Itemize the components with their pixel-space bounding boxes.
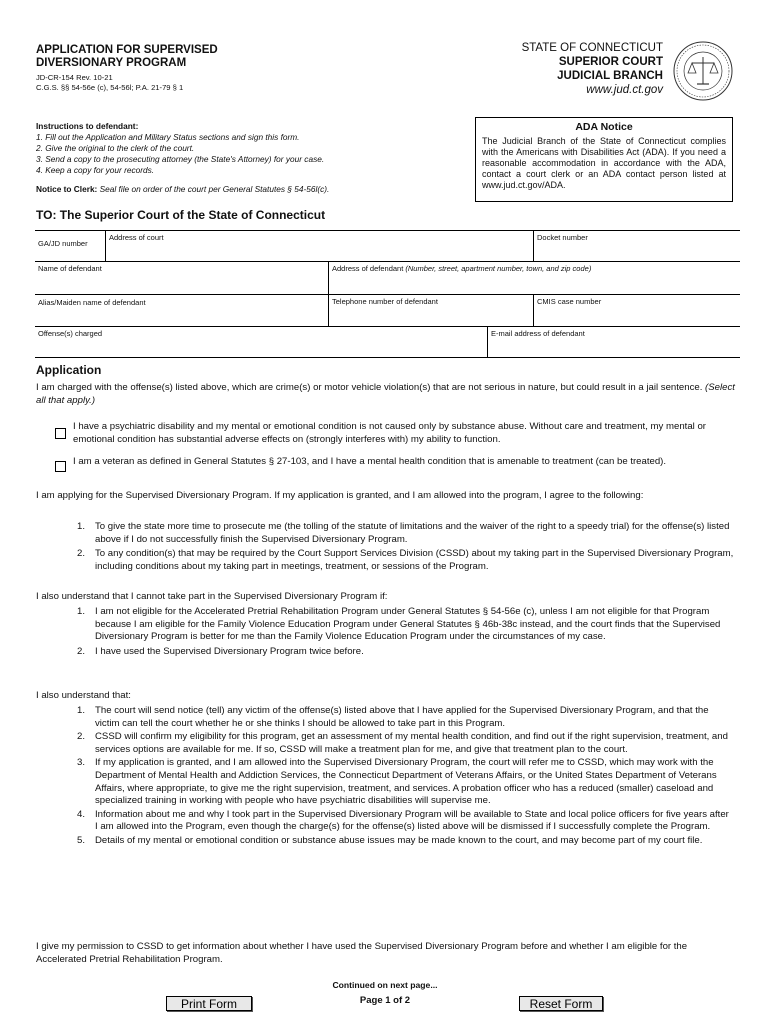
court-name: SUPERIOR COURT [558,56,663,68]
cannot-intro: I also understand that I cannot take part in the Supervised Diversionary Program if: [36,591,388,602]
instructions-heading: Instructions to defendant: [36,121,139,131]
print-form-button[interactable]: Print Form [166,996,252,1011]
defendant-address-label: Address of defendant [332,264,404,273]
defendant-info-grid [35,230,740,358]
form-title [36,44,218,70]
cannot-list [77,606,734,658]
item-text: If my application is granted, and I am allowed into the Supervised Diversionary Program, the court will refer me to CSSD, which may work with the Department of Mental Health and Addiction Services, the Connecticut Department of Veterans Affairs, or the United States Department of Veterans Affairs, where appropriate, to give me the right supervision, treatment, and services. A probation officer who has a reduced (smaller) caseload and specialized training in working with people who have psychiatric disabilities will supervise me. [95,757,717,807]
list-item [77,705,734,730]
list-item [77,809,734,834]
title-line-2: DIVERSIONARY PROGRAM [36,57,187,69]
intro-text: I am charged with the offense(s) listed above, which are crime(s) or motor vehicle violation(s) that are not serious in nature, but could result in a jail sentence. [36,382,703,393]
instruction-item: 3. Send a copy to the prosecuting attorney (the State's Attorney) for your case. [36,154,325,164]
defendant-name-field[interactable] [35,261,328,294]
application-heading: Application [36,363,102,377]
notice-to-clerk [36,184,329,194]
list-item [77,835,734,848]
list-item [77,757,734,807]
list-item [77,548,734,573]
instruction-item: 1. Fill out the Application and Military Status sections and sign this form. [36,132,300,142]
permission-text: I give my permission to CSSD to get information about whether I have used the Supervised Diversionary Program before and whether I am eligible for the Accelerated Pretrial Rehabilitation Program. [36,941,688,965]
item-text: To give the state more time to prosecute me (the tolling of the statute of limitations and the waiver of the right to a speedy trial) for the offense(s) listed above if I do not successfully finish the Supervised Diversionary Program. [95,521,730,545]
clerk-text: Seal file on order of the court per General Statutes § 54-56l(c). [97,184,330,194]
judicial-seal-icon [672,40,734,102]
item-number: 1. [77,606,86,617]
grid-bottom-rule [35,357,740,358]
item-number: 3. [77,757,86,769]
item-number: 2. [77,645,86,657]
docket-label: Docket number [537,233,588,242]
telephone-label: Telephone number of defendant [332,297,438,306]
state-name: STATE OF CONNECTICUT [521,42,663,54]
understand-list [77,705,734,848]
email-field[interactable] [487,326,740,358]
item-number: 2. [77,548,86,560]
ga-jd-field[interactable] [35,230,105,261]
list-item [77,731,734,756]
court-header [522,41,663,97]
agree-intro: I am applying for the Supervised Diversionary Program. If my application is granted, and I am allowed into the program, I agree to the following: [36,490,644,501]
item-number: 4. [77,808,86,820]
offenses-field[interactable] [35,326,487,358]
page-number: Page 1 of 2 [359,995,411,1006]
clerk-label: Notice to Clerk: [36,184,98,194]
list-item [77,606,734,644]
offenses-label: Offense(s) charged [38,329,103,338]
list-item [77,521,734,546]
branch-name: JUDICIAL BRANCH [557,70,663,82]
item-text: CSSD will confirm my eligibility for this program, get an assessment of my mental health condition, and find out if the right supervision, treatment, and services options are available for me. If so, CSSD will make a treatment plan for me, and give that treatment plan to the court. [95,731,728,755]
statutes: C.G.S. §§ 54-56e (c), 54-56l; P.A. 21-79 § 1 [36,83,184,92]
to-heading: TO: The Superior Court of the State of Connecticut [36,208,326,222]
agree-list [77,521,734,573]
veteran-checkbox[interactable] [55,461,66,472]
form-meta [36,73,183,93]
website: www.jud.ct.gov [586,84,663,96]
veteran-option-text: I am a veteran as defined in General Statutes § 27-103, and I have a mental health condition that is amenable to treatment (can be treated). [73,456,667,467]
item-number: 1. [77,521,86,532]
understand-intro: I also understand that: [36,690,131,701]
reset-form-button[interactable]: Reset Form [519,996,603,1011]
item-number: 5. [77,834,86,846]
alias-field[interactable] [35,294,328,326]
application-intro [36,382,736,407]
defendant-name-label: Name of defendant [38,264,102,273]
item-text: Details of my mental or emotional condition or substance abuse issues may be made known to the court, and may become part of my court file. [95,834,703,846]
telephone-field[interactable] [328,294,533,326]
form-number: JD-CR-154 Rev. 10-21 [36,73,113,82]
court-address-field[interactable] [105,230,533,261]
item-text: I have used the Supervised Diversionary Program twice before. [95,645,364,657]
title-line-1: APPLICATION FOR SUPERVISED [36,44,218,56]
ga-jd-label: GA/JD number [38,239,88,248]
item-text: The court will send notice (tell) any victim of the offense(s) listed above that I have applied for the Supervised Diversionary Program, and that the victim can tell the court whether he or she thinks I should be allowed to take part in this Program. [95,705,709,729]
docket-number-field[interactable] [533,230,740,261]
item-number: 1. [77,705,86,716]
instructions [36,121,324,176]
ada-heading: ADA Notice [575,121,633,133]
cmis-field[interactable] [533,294,740,326]
continued-note: Continued on next page... [332,980,438,990]
psychiatric-checkbox[interactable] [55,428,66,439]
item-text: Information about me and why I took part in the Supervised Diversionary Program will be available to State and local police officers for five years after I am allowed into the Program, even though the charge(s) for the offense(s) listed above will be dismissed if I successfully complete the Program. [95,808,729,833]
list-item [77,646,734,659]
email-label: E-mail address of defendant [491,329,585,338]
psychiatric-option-text: I have a psychiatric disability and my mental or emotional condition is not caused only by substance abuse. Without care and treatment, my mental or emotional condition has substantial adverse effects on (strongly interferes with) my ability to function. [73,421,706,445]
item-text: To any condition(s) that may be required by the Court Support Services Division (CSSD) about my taking part in the Supervised Diversionary Program, including conditions about my taking part in meetings, treatment, or sessions of the Program. [95,548,734,572]
alias-label: Alias/Maiden name of defendant [38,298,146,307]
item-number: 2. [77,731,86,743]
ada-notice [475,117,733,202]
instruction-item: 2. Give the original to the clerk of the court. [36,143,195,153]
cmis-label: CMIS case number [537,297,602,306]
court-address-label: Address of court [109,233,164,242]
intro-select-note: (Select all that apply.) [36,382,735,406]
item-text: I am not eligible for the Accelerated Pretrial Rehabilitation Program under General Statutes § 54-56e (c), unless I am not eligible for that Program because I am eligible for the Family Violence Education Program under General Statutes § 46b-38c instead, and the court finds that the Supervised Diversionary Program is better for me than the Family Violence Education Program under the circumstances of my case. [95,606,721,643]
instruction-item: 4. Keep a copy for your records. [36,165,155,175]
defendant-address-field[interactable] [328,261,740,294]
defendant-address-hint: (Number, street, apartment number, town, and zip code) [403,264,592,273]
ada-text: The Judicial Branch of the State of Connecticut complies with the Americans with Disabilities Act (ADA). If you need a reasonable accommodation in accordance with the ADA, contact a court clerk or an ADA contact person listed at www.jud.ct.gov/ADA. [482,136,726,190]
